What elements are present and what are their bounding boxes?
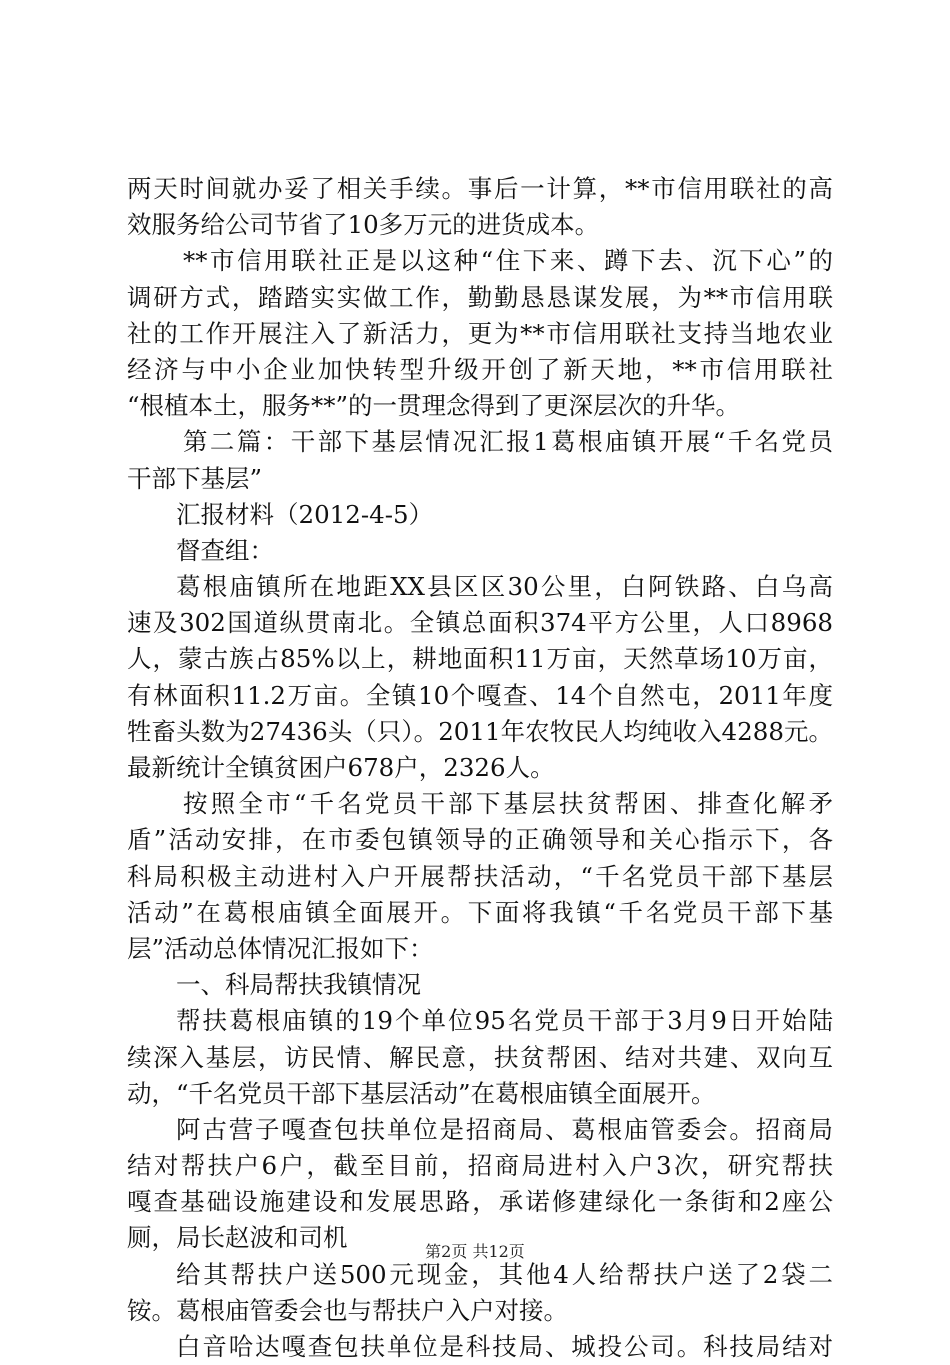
text-line: **市信用联社正是以这种“住下来、蹲下去、沉下心”的 xyxy=(183,246,833,276)
text-line: 层”活动总体情况汇报如下： xyxy=(127,933,434,963)
text-line: 葛根庙镇所在地距XX县区区30公里，白阿铁路、白乌高 xyxy=(176,572,833,602)
text-line: 效服务给公司节省了10多万元的进货成本。 xyxy=(127,210,600,240)
text-line: 结对帮扶户6户，截至目前，招商局进村入户3次，研究帮扶 xyxy=(127,1151,833,1181)
text-line: “根植本土，服务**”的一贯理念得到了更深层次的升华。 xyxy=(127,391,741,421)
report-title: 汇报材料（2012-4-5） xyxy=(176,499,434,529)
section-heading-line: 第二篇：干部下基层情况汇报1葛根庙镇开展“千名党员 xyxy=(183,427,833,457)
text-line: 牲畜头数为27436头（只）。2011年农牧民人均纯收入4288元。 xyxy=(127,716,833,746)
text-line: 调研方式，踏踏实实做工作，勤勤恳恳谋发展，为**市信用联 xyxy=(127,282,833,312)
page-number: 第2页 共12页 xyxy=(425,1242,525,1261)
salutation: 督查组： xyxy=(176,535,274,565)
text-line: 科局积极主动进村入户开展帮扶活动，“千名党员干部下基层 xyxy=(127,861,833,891)
text-line: 人，蒙古族占85%以上，耕地面积11万亩，天然草场10万亩， xyxy=(127,644,833,674)
text-line: 经济与中小企业加快转型升级开创了新天地，**市信用联社 xyxy=(127,354,833,384)
document-body xyxy=(127,171,833,1365)
text-line: 阿古营子嘎查包扶单位是招商局、葛根庙管委会。招商局 xyxy=(176,1114,833,1144)
text-line: 铵。葛根庙管委会也与帮扶户入户对接。 xyxy=(127,1295,568,1325)
text-line: 给其帮扶户送500元现金，其他4人给帮扶户送了2袋二 xyxy=(176,1259,833,1289)
text-line: 两天时间就办妥了相关手续。事后一计算，**市信用联社的高 xyxy=(127,174,833,203)
text-line: 有林面积11.2万亩。全镇10个嘎查、14个自然屯，2011年度 xyxy=(127,680,833,710)
text-line: 帮扶葛根庙镇的19个单位95名党员干部于3月9日开始陆 xyxy=(176,1006,833,1036)
text-line: 社的工作开展注入了新活力，更为**市信用联社支持当地农业 xyxy=(127,318,833,348)
text-line: 速及302国道纵贯南北。全镇总面积374平方公里，人口8968 xyxy=(127,608,833,638)
text-line: 盾”活动安排，在市委包镇领导的正确领导和关心指示下，各 xyxy=(127,825,833,855)
section-heading-line: 干部下基层” xyxy=(127,463,263,493)
text-line: 按照全市“千名党员干部下基层扶贫帮困、排查化解矛 xyxy=(183,789,833,819)
text-line: 活动”在葛根庙镇全面展开。下面将我镇“千名党员干部下基 xyxy=(127,897,833,927)
subsection-heading: 一、科局帮扶我镇情况 xyxy=(176,970,421,1000)
page-footer xyxy=(0,1242,950,1262)
text-line: 最新统计全镇贫困户678户，2326人。 xyxy=(127,753,555,782)
text-line: 嘎查基础设施建设和发展思路，承诺修建绿化一条街和2座公 xyxy=(127,1187,833,1217)
text-line: 厕，局长赵波和司机 xyxy=(127,1223,348,1253)
text-line: 续深入基层，访民情、解民意，扶贫帮困、结对共建、双向互 xyxy=(127,1042,833,1072)
text-line: 动，“千名党员干部下基层活动”在葛根庙镇全面展开。 xyxy=(127,1078,716,1108)
text-line: 白音哈达嘎查包扶单位是科技局、城投公司。科技局结对 xyxy=(176,1332,833,1361)
